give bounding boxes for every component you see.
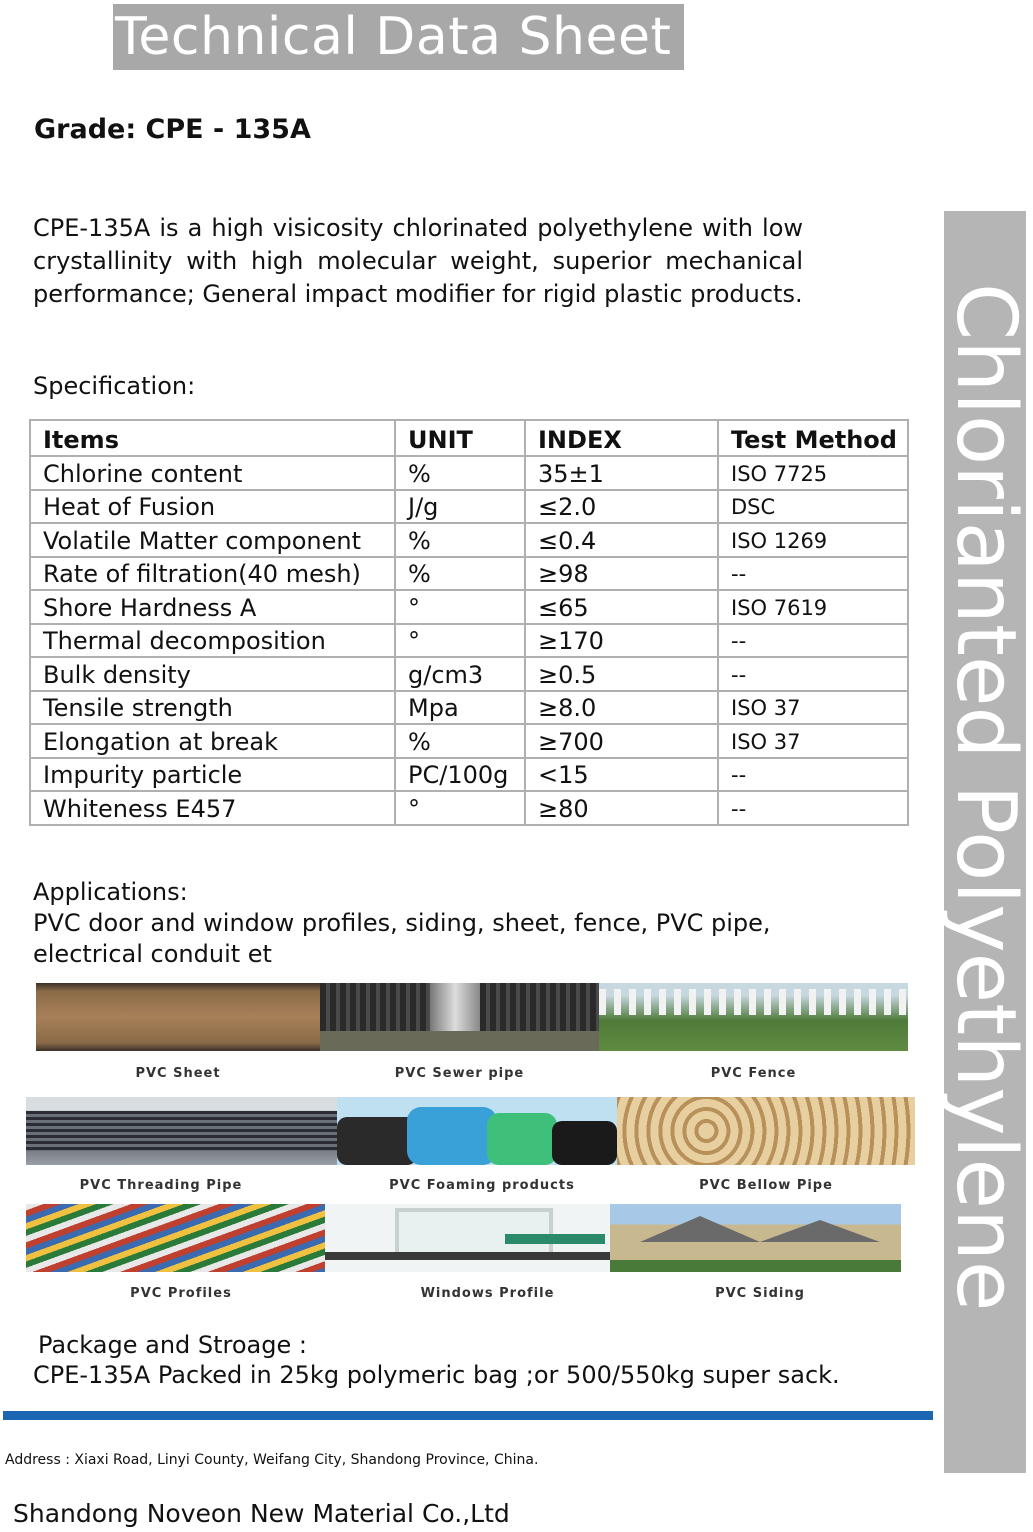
item-cell: Volatile Matter component	[30, 523, 395, 557]
unit-cell: J/g	[395, 490, 525, 524]
table-row	[30, 791, 908, 825]
company-address: Address : Xiaxi Road, Linyi County, Weifang City, Shandong Province, China.	[5, 1452, 539, 1468]
method-cell: ISO 1269	[718, 523, 908, 557]
item-cell: Impurity particle	[30, 758, 395, 792]
footer-divider	[3, 1411, 933, 1420]
pvc-sewer-pipe-photo	[320, 983, 599, 1051]
caption-pvc-sheet: PVC Sheet	[135, 1066, 221, 1081]
item-cell: Thermal decomposition	[30, 624, 395, 658]
table-row	[30, 624, 908, 658]
caption-pvc-profiles: PVC Profiles	[130, 1286, 232, 1301]
table-row	[30, 657, 908, 691]
pvc-bellow-pipe-photo	[617, 1097, 915, 1165]
table-row	[30, 523, 908, 557]
index-cell: ≤2.0	[525, 490, 718, 524]
company-name: Shandong Noveon New Material Co.,Ltd	[13, 1499, 510, 1528]
method-cell: ISO 37	[718, 691, 908, 725]
table-row	[30, 557, 908, 591]
index-cell: <15	[525, 758, 718, 792]
item-cell: Rate of filtration(40 mesh)	[30, 557, 395, 591]
table-row	[30, 691, 908, 725]
pvc-profiles-photo	[26, 1204, 325, 1272]
caption-pvc-fence: PVC Fence	[710, 1066, 797, 1081]
index-cell: ≥700	[525, 724, 718, 758]
applications-heading: Applications:	[33, 878, 188, 906]
package-heading: Package and Stroage :	[38, 1331, 307, 1359]
method-cell: --	[718, 624, 908, 658]
method-cell: ISO 7725	[718, 456, 908, 490]
table-row	[30, 724, 908, 758]
method-cell: ISO 7619	[718, 590, 908, 624]
method-cell: --	[718, 557, 908, 591]
index-cell: ≥170	[525, 624, 718, 658]
specification-heading: Specification:	[33, 372, 196, 400]
index-cell: ≥98	[525, 557, 718, 591]
item-cell: Shore Hardness A	[30, 590, 395, 624]
unit-cell: %	[395, 557, 525, 591]
item-cell: Tensile strength	[30, 691, 395, 725]
table-header-row	[30, 420, 908, 456]
specification-table	[29, 419, 909, 826]
unit-cell: °	[395, 791, 525, 825]
item-cell: Elongation at break	[30, 724, 395, 758]
caption-pvc-bellow-pipe: PVC Bellow Pipe	[699, 1178, 833, 1193]
side-banner-text: Chlorianted Polyethylene	[938, 283, 1033, 1312]
item-cell: Chlorine content	[30, 456, 395, 490]
table-row	[30, 590, 908, 624]
item-cell: Bulk density	[30, 657, 395, 691]
unit-cell: %	[395, 456, 525, 490]
caption-pvc-sewer-pipe: PVC Sewer pipe	[394, 1066, 525, 1081]
windows-profile-photo	[325, 1204, 610, 1272]
pvc-siding-photo	[610, 1204, 901, 1272]
caption-windows-profile: Windows Profile	[420, 1286, 555, 1301]
pvc-threading-pipe-photo	[26, 1097, 337, 1165]
table-row	[30, 490, 908, 524]
product-description: CPE-135A is a high visicosity chlorinated polyethylene with low crystallinity with high molecular weight, superior mechanical performance; General impact modifier for rigid plastic products.	[33, 214, 803, 308]
method-cell: --	[718, 791, 908, 825]
column-header: Test Method	[718, 420, 908, 456]
unit-cell: °	[395, 590, 525, 624]
applications-text: PVC door and window profiles, siding, sheet, fence, PVC pipe, electrical conduit et	[33, 909, 771, 968]
index-cell: 35±1	[525, 456, 718, 490]
method-cell: DSC	[718, 490, 908, 524]
unit-cell: PC/100g	[395, 758, 525, 792]
index-cell: ≤0.4	[525, 523, 718, 557]
method-cell: --	[718, 758, 908, 792]
index-cell: ≥8.0	[525, 691, 718, 725]
pvc-sheet-photo	[36, 983, 320, 1051]
unit-cell: %	[395, 724, 525, 758]
table-row	[30, 758, 908, 792]
pvc-foaming-products-photo	[337, 1097, 617, 1165]
grade-heading: Grade: CPE - 135A	[34, 114, 311, 145]
unit-cell: %	[395, 523, 525, 557]
column-header: UNIT	[395, 420, 525, 456]
document-title: Technical Data Sheet	[113, 4, 684, 70]
column-header: Items	[30, 420, 395, 456]
caption-pvc-siding: PVC Siding	[715, 1286, 805, 1301]
method-cell: ISO 37	[718, 724, 908, 758]
package-text: CPE-135A Packed in 25kg polymeric bag ;or 500/550kg super sack.	[33, 1361, 840, 1389]
item-cell: Whiteness E457	[30, 791, 395, 825]
caption-pvc-foaming-products: PVC Foaming products	[389, 1178, 575, 1193]
table-row	[30, 456, 908, 490]
item-cell: Heat of Fusion	[30, 490, 395, 524]
pvc-fence-photo	[599, 983, 908, 1051]
index-cell: ≤65	[525, 590, 718, 624]
unit-cell: g/cm3	[395, 657, 525, 691]
unit-cell: Mpa	[395, 691, 525, 725]
column-header: INDEX	[525, 420, 718, 456]
index-cell: ≥80	[525, 791, 718, 825]
method-cell: --	[718, 657, 908, 691]
index-cell: ≥0.5	[525, 657, 718, 691]
side-banner	[938, 211, 1033, 1473]
caption-pvc-threading-pipe: PVC Threading Pipe	[79, 1178, 243, 1193]
unit-cell: °	[395, 624, 525, 658]
